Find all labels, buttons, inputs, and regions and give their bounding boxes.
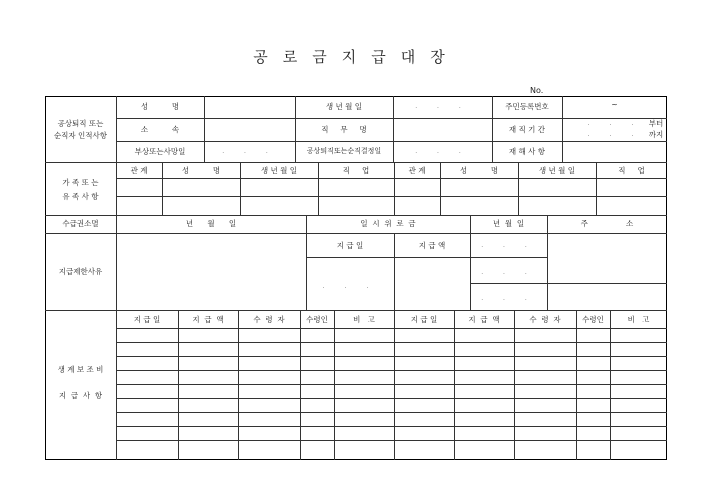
row-divider (116, 426, 667, 427)
row-divider (306, 257, 547, 258)
living-header-pay-date: 지 급 일 (133, 315, 161, 324)
living-header-recipient: 수 령 자 (529, 315, 561, 324)
family-header-relation: 관 계 (130, 166, 148, 175)
department-label: 소 속 (140, 125, 180, 134)
family-header-relation: 관 계 (408, 166, 426, 175)
duty-label: 직 무 명 (321, 125, 367, 134)
living-header-amount: 지 급 액 (468, 315, 500, 324)
living-header-amount: 지 급 액 (192, 315, 224, 324)
row-divider (116, 328, 667, 329)
payment-date-label: 지 급 일 (336, 241, 364, 250)
living-header-pay-date: 지 급 일 (410, 315, 438, 324)
section-divider (45, 310, 667, 311)
injury-date-dots: . . . (222, 148, 277, 155)
person-section-label: 공상퇴직 또는 순직자 인적사항 (53, 119, 108, 140)
living-header-recipient: 수 령 자 (253, 315, 285, 324)
tenure-to-dots: . . . (587, 131, 643, 138)
date-dots: . . . (481, 295, 536, 302)
col-divider (610, 310, 611, 460)
family-section-label: 가 족 또 는 유 족 사 항 (62, 178, 99, 201)
family-header-birth: 생 년 월 일 (538, 166, 576, 175)
col-divider (238, 310, 239, 460)
col-divider (454, 310, 455, 460)
row-divider (116, 178, 667, 179)
date-dots: . . . (481, 242, 536, 249)
row-divider (116, 384, 667, 385)
living-header-remarks: 비 고 (353, 315, 375, 324)
tenure-label: 재 직 기 간 (508, 125, 546, 134)
date-dots: . . . (481, 269, 536, 276)
family-header-job: 직 업 (618, 166, 645, 175)
rrn-label: 주민등록번호 (505, 102, 549, 111)
row-divider (116, 398, 667, 399)
col-divider (576, 310, 577, 460)
living-header-recipient-seal: 수령인 (306, 315, 328, 324)
address-label: 주 소 (580, 219, 634, 228)
living-header-recipient-seal: 수령인 (582, 315, 604, 324)
living-support-label-line1: 생 계 보 조 비 (57, 365, 104, 374)
row-divider (470, 283, 667, 284)
rrn-separator: ~ (611, 100, 618, 109)
disaster-reason-label: 재 해 사 항 (508, 147, 546, 156)
family-header-name: 성 명 (181, 166, 221, 175)
living-header-remarks: 비 고 (627, 315, 650, 324)
row-divider (116, 342, 667, 343)
col-divider (178, 310, 179, 460)
col-divider (394, 310, 395, 460)
document-title: 공로금지급대장 (253, 48, 460, 66)
loss-of-right-label: 수급권소멸 (62, 219, 99, 228)
row-divider (116, 440, 667, 441)
row-divider (116, 356, 667, 357)
payment-amount-label: 지 급 액 (418, 241, 446, 250)
col-divider (514, 310, 515, 460)
loss-date-label: 년 월 일 (185, 219, 237, 228)
birth-label: 생 년 월 일 (325, 102, 363, 111)
name-label: 성 명 (140, 102, 180, 111)
living-support-label-line2: 지 급 사 항 (58, 391, 103, 400)
injury-date-label: 부상또는사망일 (134, 147, 186, 156)
col-divider (334, 310, 335, 460)
section-divider (45, 215, 667, 216)
decision-date-label: 공상퇴직또는순직결정일 (306, 147, 382, 155)
lump-sum-date-label: 년 월 일 (492, 219, 525, 228)
family-header-name: 성 명 (459, 166, 499, 175)
col-divider (300, 310, 301, 460)
row-divider (116, 141, 667, 142)
row-divider (116, 118, 667, 119)
date-dots: . . . (322, 283, 378, 290)
row-divider (45, 233, 667, 234)
document-number-label: No. (530, 86, 544, 95)
col-divider (547, 233, 548, 310)
tenure-to-label: 까지 (648, 130, 664, 139)
tenure-from-label: 부터 (648, 119, 664, 128)
row-divider (116, 196, 667, 197)
birth-date-dots: . . . (415, 103, 470, 110)
section-divider (45, 162, 667, 163)
restriction-reason-label: 지급제한사유 (58, 267, 103, 276)
decision-date-dots: . . . (415, 148, 470, 155)
tenure-from-dots: . . . (587, 120, 643, 127)
row-divider (116, 370, 667, 371)
row-divider (116, 412, 667, 413)
lump-sum-label: 일 시 위 로 금 (360, 219, 416, 228)
family-header-birth: 생 년 월 일 (260, 166, 298, 175)
family-header-job: 직 업 (342, 166, 370, 175)
